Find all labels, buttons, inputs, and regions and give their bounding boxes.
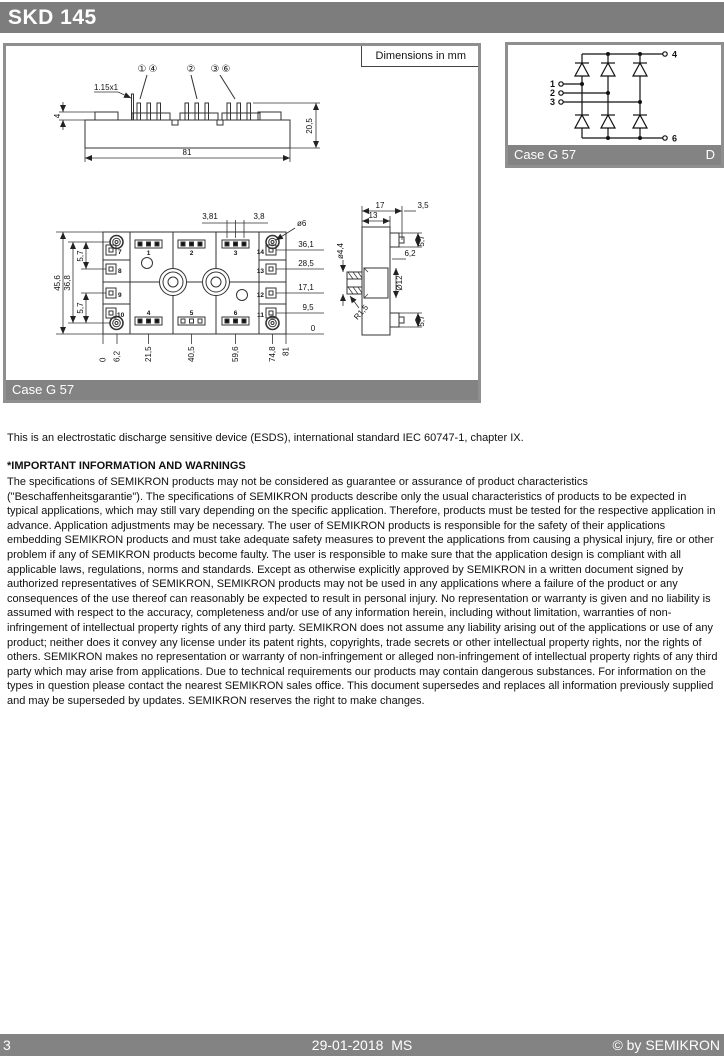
page-title: SKD 145 [0,2,724,33]
pad-label: 13 [256,268,264,275]
dim-label: 36,8 [63,275,72,291]
circuit-terminal-label: 6 [672,133,678,144]
dim-label: 20,5 [305,118,314,134]
circuit-terminal-label: 2 [549,88,555,98]
dim-label: 6,2 [112,350,122,362]
terminal-label: 1 [146,250,151,257]
side-view [336,201,429,335]
pad-label: 11 [257,312,264,319]
top-view [53,212,324,362]
dim-label: 17 [375,201,385,210]
dim-label: 59,6 [231,346,240,362]
dim-label: 5,7 [76,302,85,314]
dim-label: 1.15x1 [94,83,119,92]
dim-label: 81 [281,347,291,356]
footer-page-number: 3 [3,1037,11,1053]
terminal-label: 5 [189,310,194,317]
dim-label: 5,7 [417,235,426,247]
dim-label: 36,1 [298,240,314,249]
dim-label: 0 [98,357,108,362]
terminal-label: 3 [233,250,238,257]
pad-label: 7 [118,249,122,256]
dim-label: R1,5 [352,303,371,322]
dim-label: 45,6 [53,275,62,291]
case-label: Case G 57 [12,382,75,397]
circuit-panel [505,42,724,168]
page-footer [0,1034,724,1056]
dim-label: 5,7 [417,315,426,327]
dim-label: 3,8 [253,212,265,221]
pad-label: 14 [256,249,264,256]
circuit-caption-bar [508,145,721,165]
circuit-diagram [508,45,721,145]
pin-group-label: ② [186,64,196,75]
dim-label: ø6 [297,219,307,228]
terminal-label: 4 [146,310,151,317]
circuit-terminal-label: 1 [549,79,555,89]
pad-label: 8 [118,268,122,275]
pin-group-label: ③ [210,64,220,75]
dim-label: 40,5 [187,346,196,362]
dim-label: 21,5 [144,346,153,362]
dim-label: 3,81 [202,212,218,221]
module-drawing-panel [3,43,481,403]
dim-label: 9,5 [302,303,314,312]
circuit-terminal-label: 3 [549,97,555,107]
dim-label: 81 [182,148,192,157]
esd-note: This is an electrostatic discharge sensitive device (ESDS), international standard IEC 60747-1, chapter IX. [7,432,524,444]
pad-label: 10 [117,312,125,319]
dim-label: 6,2 [404,249,416,258]
dim-label: Ø12 [395,275,404,291]
dim-label: 74,8 [268,346,277,362]
pad-label: 9 [118,292,122,299]
dim-label: ø4,4 [336,242,345,260]
profile-view [53,64,320,162]
pad-label: 12 [256,292,264,299]
dim-label: 0 [310,324,316,333]
dim-label: 13 [368,211,378,220]
pin-group-label: ⑥ [221,64,231,75]
pin-group-label: ④ [148,64,158,75]
warnings-heading: *IMPORTANT INFORMATION AND WARNINGS [7,460,246,472]
case-label: Case G 57 [514,147,577,162]
footer-copyright: © by SEMIKRON [612,1037,720,1053]
circuit-terminal-label: 4 [672,49,678,60]
drawing-caption-bar [6,380,478,400]
pin-group-label: ① [137,64,147,75]
diode-symbols [575,63,647,128]
dim-label: 5,7 [76,250,85,262]
dim-label: 3,5 [417,201,429,210]
dim-label: 4 [53,113,62,119]
footer-date: 29-01-2018 MS [311,1037,413,1053]
terminal-label: 6 [233,310,238,317]
warnings-body: The specifications of SEMIKRON products may not be considered as guarantee or assurance of product characteristics ("Beschaffenheitsgarantie"). The specifications of SEMIKRON products describe only the usual characteristics of products to be expected in typical applications, which may still vary depending on the specific application. Therefore, products must be tested for the respective application in advance. Application adjustments may be necessary. The user of SEMIKRON products is responsible for the safety of their applications embedding SEMIKRON products and must take adequate safety measures to prevent the applications from causing a physical injury, fire or other problem if any of SEMIKRON products become faulty. The user is responsible to make sure that the application design is compliant with all applicable laws, regulations, norms and standards. Except as otherwise explicitly approved by SEMIKRON in a written document signed by authorized representatives of SEMIKRON, SEMIKRON products may not be used in any applications where a failure of the product or any consequences of the use thereof can reasonably be expected to result in personal injury. No representation or warranty is given and no liability is assumed with respect to the accuracy, completeness and/or use of any information herein, including without limitation, warranties of non-infringement of intellectual property rights of any third party. SEMIKRON does not assume any liability arising out of the applications or use of any product; neither does it convey any license under its patent rights, copyrights, trade secrets or other intellectual property rights, nor the rights of others. SEMIKRON makes no representation or warranty of non-infringement or alleged non-infringement of intellectual property rights of any third party which may arise from applications. Due to technical requirements our products may contain dangerous substances. For information on the types in question please contact the nearest SEMIKRON sales office. This document supersedes and replaces all information previously supplied and may be superseded by updates. SEMIKRON reserves the right to make changes. [7,476,718,707]
circuit-type-letter: D [705,147,715,162]
dim-label: 17,1 [298,283,314,292]
dim-label: 28,5 [298,259,314,268]
module-drawing [6,46,478,380]
dimensions-note: Dimensions in mm [361,46,478,67]
terminal-label: 2 [189,250,194,257]
